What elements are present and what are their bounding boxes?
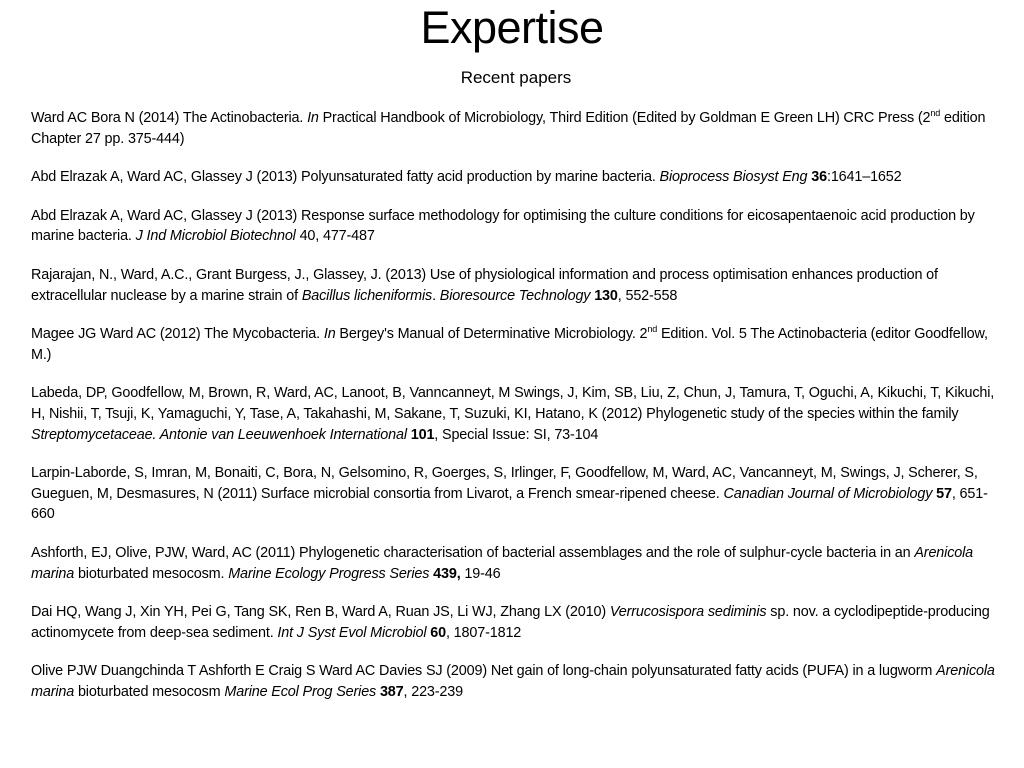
reference-italic-text: Marine Ecol Prog Series xyxy=(224,683,377,700)
reference-text: . xyxy=(432,287,440,304)
reference-italic-text: Int J Syst Evol Microbiol xyxy=(277,624,427,641)
reference-list xyxy=(31,108,996,720)
reference-text: Labeda, DP, Goodfellow, M, Brown, R, Ward, AC, Lanoot, B, Vanncanneyt, M Swings, J, Kim, SB, Liu, Z, Chun, J, Tamura, T, Oguchi, A, Kikuchi, T, Kikuchi, H, Nishii, T, Tsuji, K, Yamaguchi, Y, Tase, A, Takahashi, M, Sakane, T, Suzuki, KI, Hatano, K (2012) Phylogenetic study of the species within the family xyxy=(31,385,995,422)
reference-text: Rajarajan, N., Ward, A.C., Grant Burgess, J., Glassey, J. (2013) Use of physiological information and process optimisation enhances production of extracellular nuclease by a marine strain of xyxy=(31,266,938,304)
reference-text: , 552-558 xyxy=(617,287,678,304)
reference-entry xyxy=(31,602,996,643)
reference-text: Abd Elrazak A, Ward AC, Glassey J (2013) Response surface methodology for optimising the culture conditions for eicosapentaenoic acid production by marine bacteria. xyxy=(31,207,975,245)
reference-volume: 57 xyxy=(936,485,952,502)
reference-italic-text: In xyxy=(307,110,319,126)
reference-text: bioturbated mesocosm. xyxy=(74,565,229,582)
reference-text: Ashforth, EJ, Olive, PJW, Ward, AC (2011) Phylogenetic characterisation of bacterial assemblages and the role of sulphur-cycle bacteria in an xyxy=(31,544,915,561)
reference-entry xyxy=(31,543,996,584)
reference-volume: 101 xyxy=(410,426,435,443)
reference-volume: 36 xyxy=(811,169,827,186)
reference-text: , 223-239 xyxy=(403,683,463,700)
reference-text: 40, 477-487 xyxy=(295,228,375,245)
reference-text: Bergey's Manual of Determinative Microbiology. 2 xyxy=(335,326,648,343)
reference-text: , 651-660 xyxy=(31,485,988,523)
reference-volume: 130 xyxy=(594,287,618,304)
reference-text: Olive PJW Duangchinda T Ashforth E Craig S Ward AC Davies SJ (2009) Net gain of long-chain polyunsaturated fatty acids (PUFA) in a lugworm xyxy=(31,663,937,680)
reference-entry xyxy=(31,108,996,149)
reference-text: bioturbated mesocosm xyxy=(74,683,225,700)
reference-entry xyxy=(31,324,996,365)
reference-entry xyxy=(31,661,996,702)
reference-text: sp. nov. a cyclodipeptide-producing actinomycete from deep-sea sediment. xyxy=(31,604,990,641)
reference-text: Larpin-Laborde, S, Imran, M, Bonaiti, C, Bora, N, Gelsomino, R, Goerges, S, Irlinger, F, Goodfellow, M, Ward, AC, Vancanneyt, M, Swings, J, Scherer, S, Gueguen, M, Desmasures, N (2011) Surface microbial consortia from Livarot, a French smear-ripened cheese. xyxy=(31,465,978,502)
reference-text: edition Chapter 27 pp. 375-444) xyxy=(31,110,986,147)
reference-italic-text: Verrucosispora sediminis xyxy=(609,604,767,621)
reference-text: :1641–1652 xyxy=(826,169,902,186)
reference-italic-text: Arenicola marina xyxy=(31,663,995,700)
reference-text: Dai HQ, Wang J, Xin YH, Pei G, Tang SK, Ren B, Ward A, Ruan JS, Li WJ, Zhang LX (2010) xyxy=(31,604,610,621)
reference-italic-text: Bioprocess Biosyst Eng xyxy=(659,169,808,186)
reference-entry xyxy=(31,383,996,445)
reference-italic-text: Streptomycetaceae. Antonie van Leeuwenhoek International xyxy=(31,426,407,443)
reference-italic-text: Arenicola marina xyxy=(31,544,974,582)
reference-text: Abd Elrazak A, Ward AC, Glassey J (2013) Polyunsaturated fatty acid production by marine bacteria. xyxy=(31,169,660,186)
reference-entry xyxy=(31,206,996,247)
ordinal-suffix: nd xyxy=(930,108,941,119)
reference-text: , Special Issue: SI, 73-104 xyxy=(434,426,599,443)
reference-entry xyxy=(31,167,996,188)
reference-italic-text: In xyxy=(323,326,336,343)
reference-italic-text: Bacillus licheniformis xyxy=(301,287,433,304)
reference-italic-text: Canadian Journal of Microbiology xyxy=(723,485,933,502)
reference-italic-text: J Ind Microbiol Biotechnol xyxy=(135,228,296,245)
reference-entry xyxy=(31,463,996,525)
reference-volume: 387 xyxy=(379,683,404,700)
page-title: Expertise xyxy=(420,2,604,53)
reference-text: 19-46 xyxy=(460,565,501,582)
reference-entry xyxy=(31,265,996,306)
section-subtitle: Recent papers xyxy=(460,68,572,87)
reference-volume: 60 xyxy=(430,624,446,641)
reference-italic-text: Marine Ecology Progress Series xyxy=(228,565,430,582)
reference-text: , 1807-1812 xyxy=(445,624,522,641)
reference-text: Magee JG Ward AC (2012) The Mycobacteria. xyxy=(31,326,324,343)
reference-italic-text: Bioresource Technology xyxy=(439,287,591,304)
ordinal-suffix: nd xyxy=(647,324,658,335)
reference-text: Ward AC Bora N (2014) The Actinobacteria. xyxy=(31,110,308,126)
reference-text: Edition. Vol. 5 The Actinobacteria (editor Goodfellow, M.) xyxy=(31,326,988,363)
reference-text: Practical Handbook of Microbiology, Third Edition (Edited by Goldman E Green LH) CRC Press (2 xyxy=(318,110,931,126)
reference-volume: 439, xyxy=(433,565,461,582)
